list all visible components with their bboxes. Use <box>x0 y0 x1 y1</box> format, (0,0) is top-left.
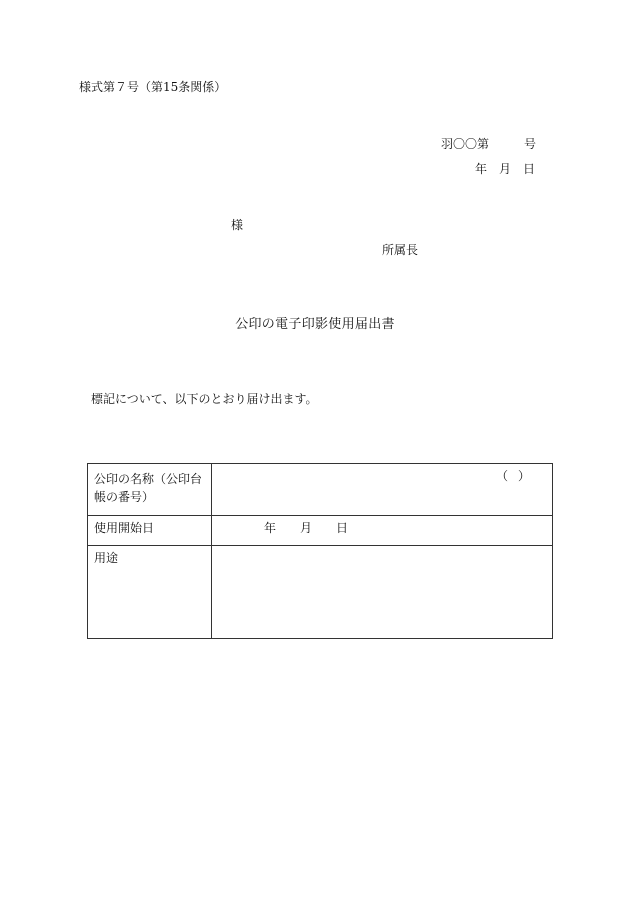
addressee-honorific: 様 <box>231 218 244 232</box>
table-row-purpose <box>88 546 553 639</box>
start-date-year: 年 <box>264 521 277 535</box>
issue-date-year: 年 <box>475 162 488 176</box>
start-date-label: 使用開始日 <box>88 516 212 546</box>
seal-name-label-text: 公印の名称（公印台帳の番号） <box>94 472 203 504</box>
table-row-start-date <box>88 516 553 546</box>
info-table <box>87 463 553 639</box>
document-number-suffix: 号 <box>523 137 536 151</box>
issue-date-day: 日 <box>523 162 536 176</box>
table-row-seal-name <box>88 464 553 516</box>
sender-title: 所属長 <box>382 243 419 257</box>
start-date-field[interactable] <box>212 516 553 546</box>
purpose-field[interactable] <box>212 546 553 639</box>
start-date-month: 月 <box>300 521 313 535</box>
issue-date-month: 月 <box>499 162 512 176</box>
document-title: 公印の電子印影使用届出書 <box>235 317 395 332</box>
purpose-label: 用途 <box>88 546 212 639</box>
body-text: 標記について、以下のとおり届け出ます。 <box>91 392 318 406</box>
start-date-day: 日 <box>336 521 349 535</box>
form-number: 様式第７号（第15条関係） <box>79 80 227 94</box>
seal-name-field[interactable] <box>212 464 553 516</box>
document-number-prefix: 羽〇〇第 <box>441 137 490 151</box>
seal-name-label <box>88 464 212 516</box>
seal-ledger-number-parens: （） <box>495 469 540 483</box>
